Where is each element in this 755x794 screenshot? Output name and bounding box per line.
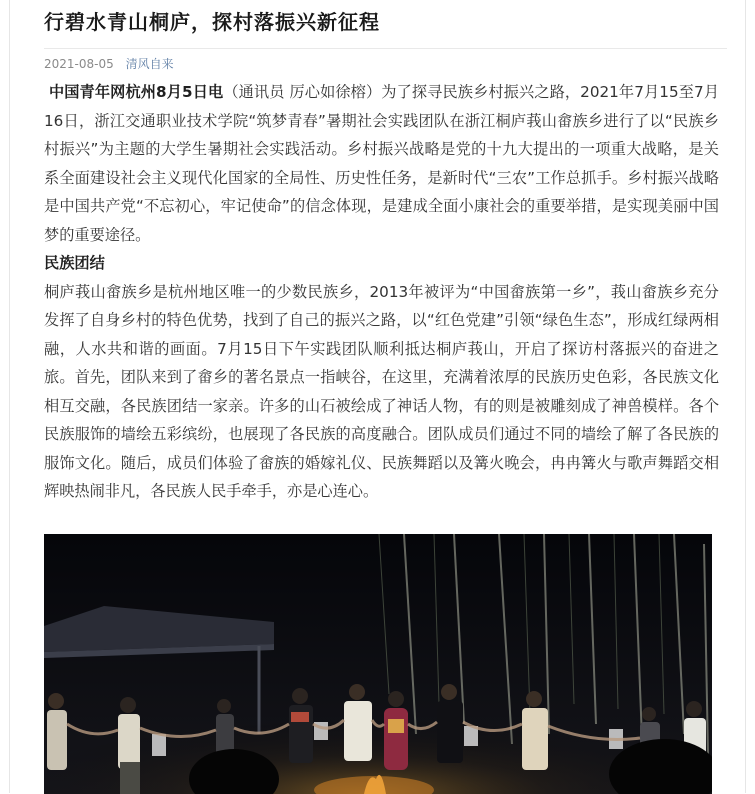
paragraph: 桐庐莪山畲族乡是杭州地区唯一的少数民族乡，2013年被评为“中国畲族第一乡”，莪山畲族乡充分发挥了自身乡村的特色优势，找到了自己的振兴之路，以“红色党建”引领“绿色生态”，形成红绿两相融，人水共和谐的画面。7月15日下午实践团队顺利抵达桐庐莪山，开启了探访村落振兴的奋进之旅。首先，团队来到了畲乡的著名景点一指峡谷，在这里，充满着浓厚的民族历史色彩，各民族文化相互交融，各民族团结一家亲。许多的山石被绘成了神话人物，有的则是被雕刻成了神兽模样。各个民族服饰的墙绘五彩缤纷，也展现了各民族的高度融合。团队成员们通过不同的墙绘了解了各民族的服饰文化。随后，成员们体验了畲族的婚嫁礼仪、民族舞蹈以及篝火晚会，冉冉篝火与歌声舞蹈交相辉映热闹非凡，各民族人民手牵手，亦是心连心。 [44, 282, 719, 500]
article-meta [44, 55, 174, 72]
article-title: 行碧水青山桐庐，探村落振兴新征程 [44, 10, 380, 34]
paragraph [44, 78, 719, 249]
source-link[interactable]: 清风自来 [125, 57, 174, 71]
title-divider [44, 48, 727, 49]
paragraph-text: （通讯员 厉心如徐榕）为了探寻民族乡村振兴之路，2021年7月15至7月16日，浙江交通职业技术学院“筑梦青春”暑期社会实践团队在浙江桐庐莪山畲族乡进行了以“民族乡村振兴”为主题的大学生暑期社会实践活动。乡村振兴战略是党的十九大提出的一项重大战略，是关系全面建设社会主义现代化国家的全局性、历史性任务，是新时代“三农”工作总抓手。乡村振兴战略是中国共产党“不忘初心，牢记使命”的信念体现，是建成全面小康社会的重要举措，是实现美丽中国梦的重要途径。 [44, 83, 720, 244]
article-body [44, 78, 719, 506]
bonfire-night-photo [44, 534, 712, 794]
page-border-left [9, 0, 10, 793]
publish-date: 2021-08-05 [44, 57, 114, 71]
lead-dateline: 中国青年网杭州8月5日电 [48, 83, 224, 101]
page-border-right [745, 0, 746, 793]
section-heading: 民族团结 [44, 254, 105, 272]
